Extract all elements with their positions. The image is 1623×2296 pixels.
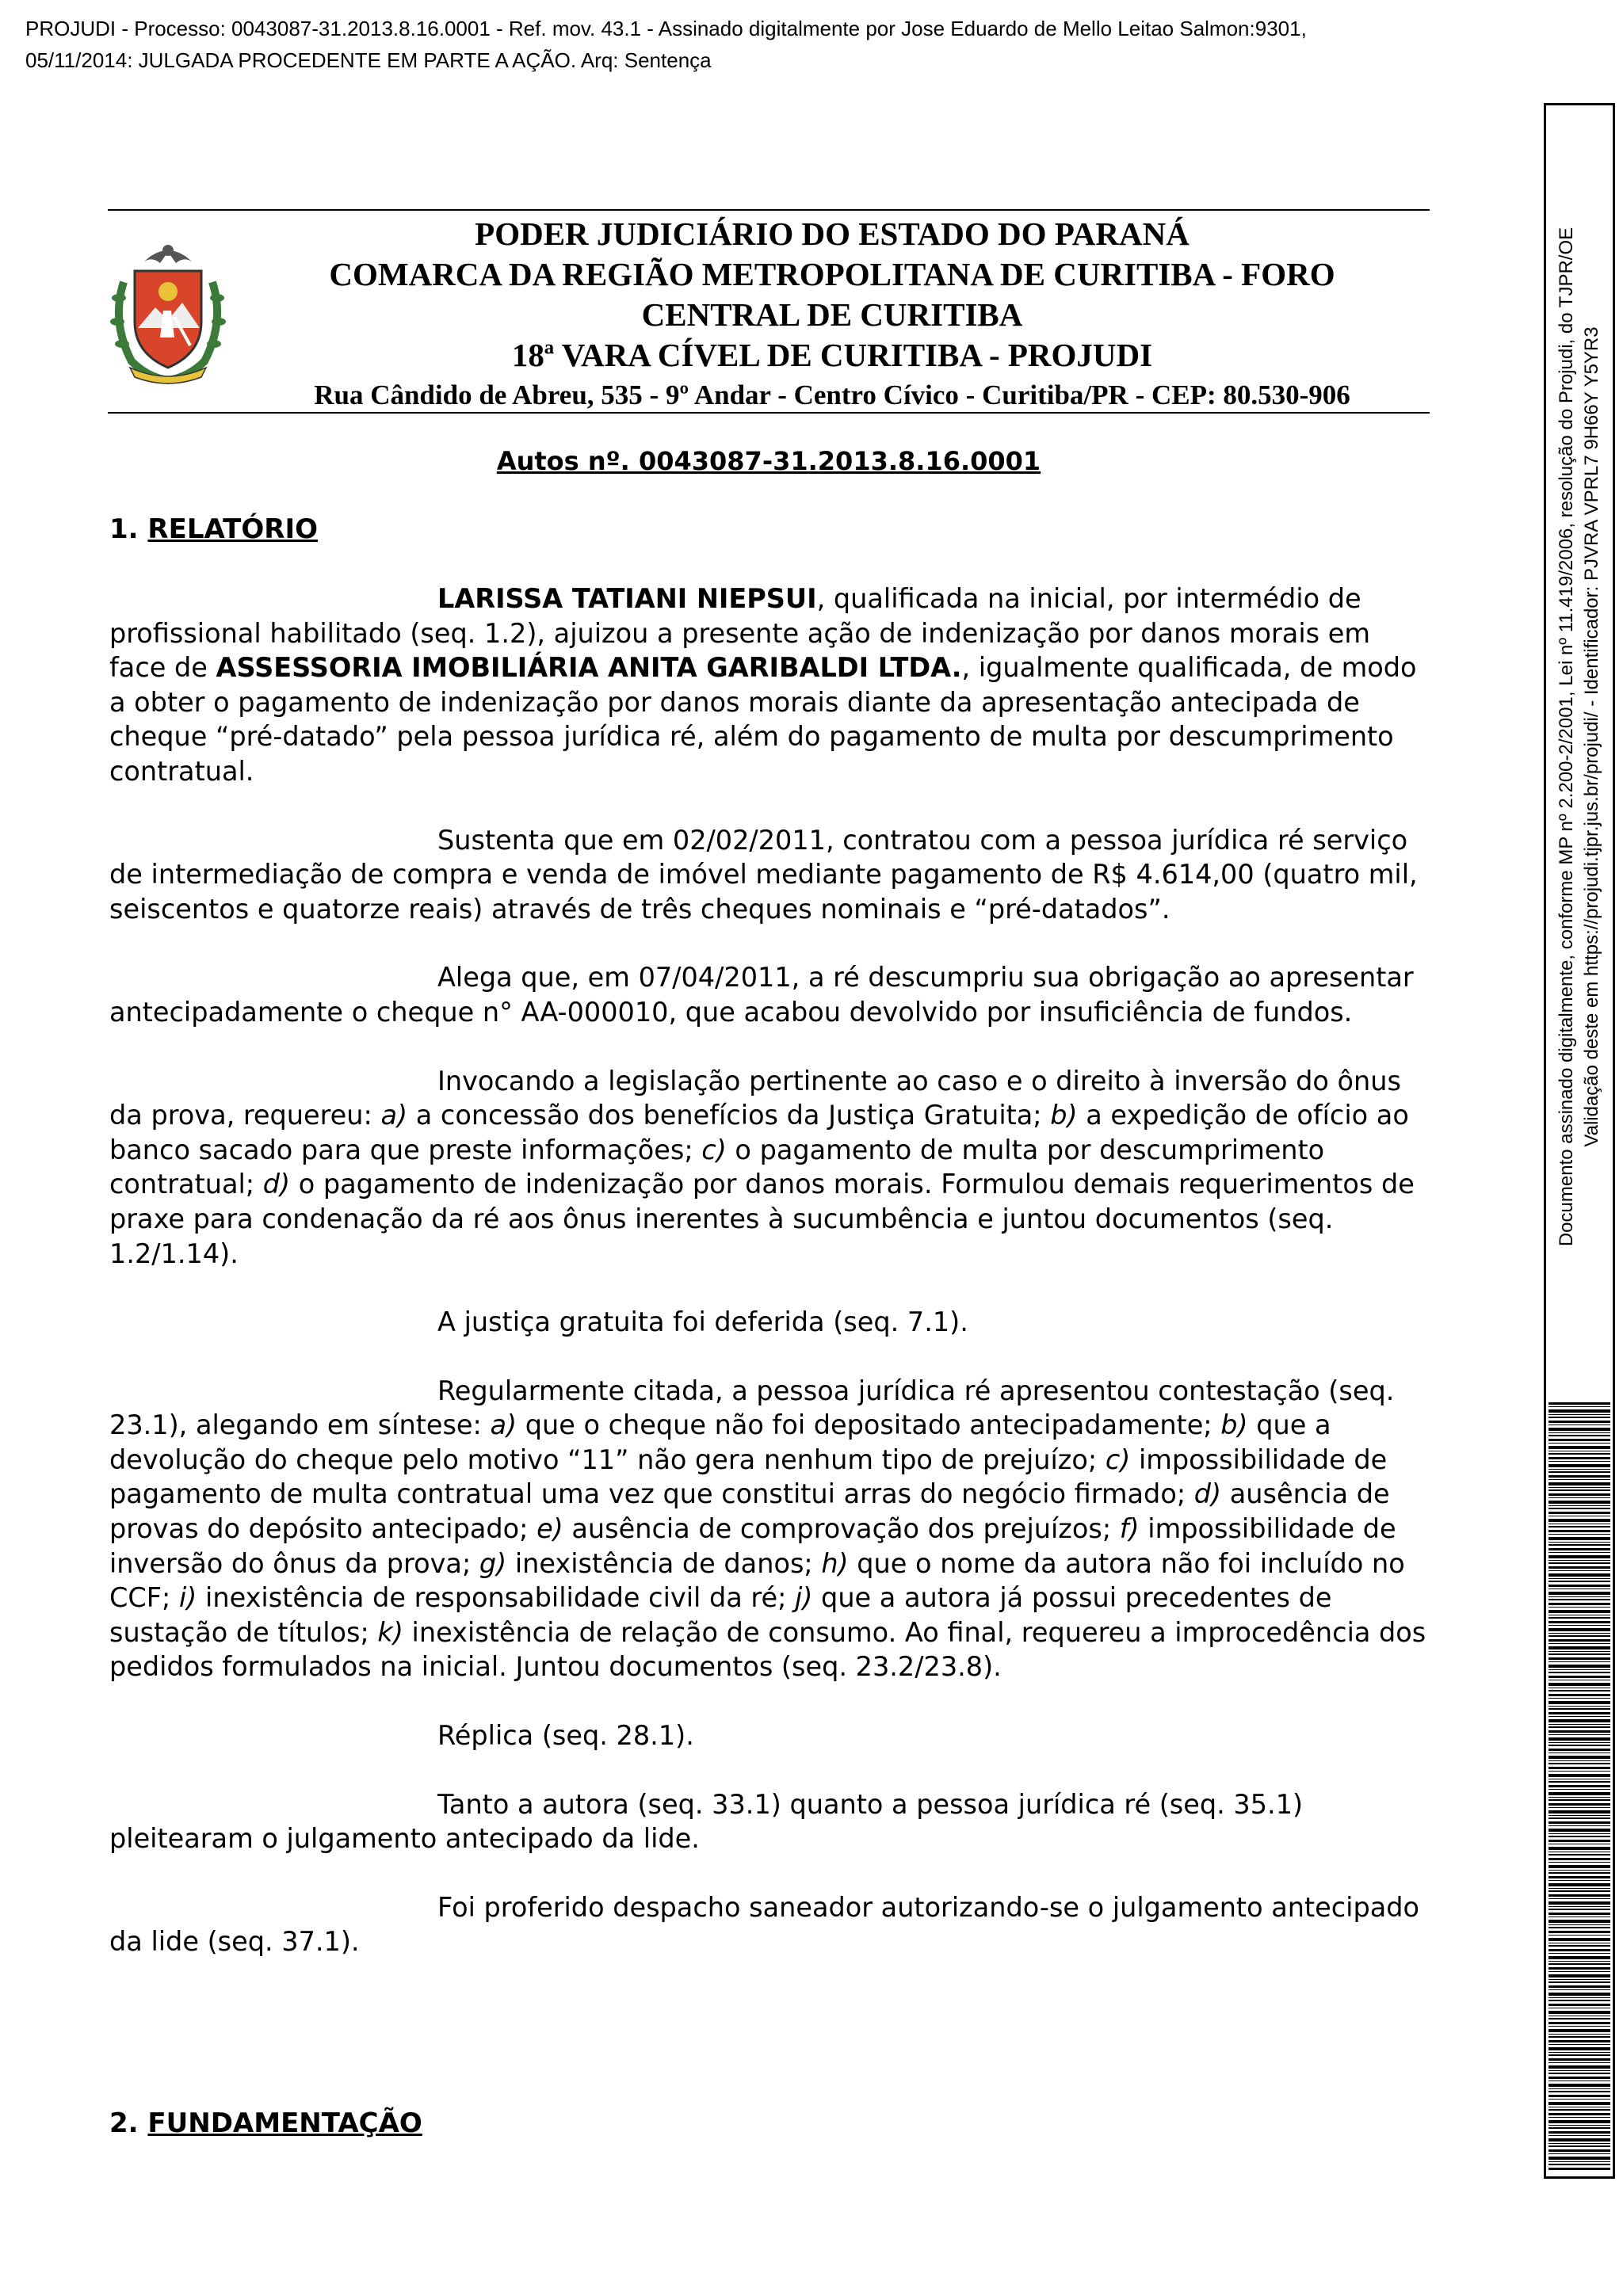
paragraph-4: [109, 1064, 1430, 1272]
p6-text-j: inexistência de responsabilidade civil da ré;: [197, 1582, 796, 1614]
validation-line-2: Validação deste em https://projudi.tjpr.jus.br/projudi/ - Identificador: PJVRA VPRL7 9H66Y Y5YR3: [1581, 326, 1602, 1147]
header-line-4: 18ª VARA CÍVEL DE CURITIBA - PROJUDI: [511, 337, 1153, 373]
p4-label-b: b): [1050, 1100, 1078, 1131]
section-relatorio-title: [109, 512, 318, 547]
p6-text-f: ausência de comprovação dos prejuízos;: [563, 1513, 1120, 1545]
p6-text-k: que a autora já possui precedentes de sustação de títulos;: [109, 1582, 1332, 1648]
header-text: [235, 214, 1430, 415]
paragraph-6: [109, 1374, 1430, 1684]
p4-text-e: o pagamento de indenização por danos morais. Formulou demais requerimentos de praxe para condenação da ré aos ônus inerentes à sucumbência e juntou documentos (seq. 1.2/1.14).: [109, 1169, 1415, 1269]
p6-text-e: ausência de provas do depósito antecipado;: [109, 1478, 1390, 1545]
paragraph-7: Réplica (seq. 28.1).: [437, 1720, 694, 1752]
p6-label-b: b): [1220, 1409, 1248, 1441]
p6-label-i: i): [179, 1582, 197, 1614]
case-number: [108, 444, 1430, 479]
paragraph-5: A justiça gratuita foi deferida (seq. 7.1).: [437, 1306, 968, 1338]
p6-text-i: que o nome da autora não foi incluído no CCF;: [109, 1547, 1405, 1614]
p4-text-c: a expedição de ofício ao banco sacado para que preste informações;: [109, 1100, 1409, 1165]
section-fundamentacao-title: [109, 2106, 422, 2141]
header-line-3: CENTRAL DE CURITIBA: [641, 296, 1023, 333]
p4-label-a: a): [380, 1100, 408, 1131]
validation-text-block: [1544, 111, 1615, 1363]
p6-label-d: d): [1193, 1478, 1222, 1510]
p6-label-e: e): [537, 1513, 563, 1545]
case-number-text: Autos nº. 0043087-31.2013.8.16.0001: [496, 446, 1041, 476]
p4-label-d: d): [262, 1169, 291, 1200]
paragraph-1-text-b: , igualmente qualificada, de modo a obter o pagamento de indenização por danos morais diante da apresentação antecipada de cheque “pré-datado” pela pessoa jurídica ré, além do pagamento de multa por descumprimento contratual.: [109, 652, 1417, 787]
p6-text-d: impossibilidade de pagamento de multa contratual uma vez que constitui arras do negócio firmado;: [109, 1444, 1388, 1510]
plaintiff-name: LARISSA TATIANI NIEPSUI: [437, 583, 817, 614]
p4-text-b: a concessão dos benefícios da Justiça Gratuita;: [407, 1100, 1051, 1131]
defendant-name: ASSESSORIA IMOBILIÁRIA ANITA GARIBALDI LTDA.: [216, 652, 962, 684]
section-2-number: 2.: [109, 2107, 139, 2139]
paragraph-1-text-a: , qualificada na inicial, por intermédio de profissional habilitado (seq. 1.2), ajuizou a presente ação de indenização por danos morais em face de: [109, 583, 1370, 684]
barcode-icon: [1549, 1402, 1610, 2171]
section-1-number: 1.: [109, 513, 139, 545]
stamp-line-1: PROJUDI - Processo: 0043087-31.2013.8.16.0001 - Ref. mov. 43.1 - Assinado digitalmente por Jose Eduardo de Mello Leitao Salmon:9301,: [25, 17, 1307, 40]
header-line-2: COMARCA DA REGIÃO METROPOLITANA DE CURITIBA - FORO: [329, 256, 1335, 292]
paragraph-8: Tanto a autora (seq. 33.1) quanto a pessoa jurídica ré (seq. 35.1) pleitearam o julgamento antecipado da lide.: [109, 1788, 1304, 1855]
section-2-label: FUNDAMENTAÇÃO: [147, 2107, 422, 2139]
p4-text-a: Invocando a legislação pertinente ao caso e o direito à inversão do ônus da prova, requereu:: [109, 1065, 1401, 1131]
p6-label-g: g): [479, 1547, 507, 1579]
report-body: [109, 582, 1430, 1993]
p4-text-d: o pagamento de multa por descumprimento contratual;: [109, 1134, 1325, 1200]
p6-label-k: k): [377, 1616, 403, 1648]
p6-text-h: inexistência de danos;: [506, 1547, 822, 1579]
signature-stamp: [25, 13, 1515, 76]
p6-label-a: a): [490, 1409, 517, 1441]
validation-text: [1554, 111, 1605, 1363]
p6-label-j: j): [795, 1582, 813, 1614]
p6-text-a: Regularmente citada, a pessoa jurídica ré apresentou contestação (seq. 23.1), alegando em síntese:: [109, 1375, 1395, 1441]
p6-label-h: h): [821, 1547, 849, 1579]
stamp-line-2: 05/11/2014: JULGADA PROCEDENTE EM PARTE A AÇÃO. Arq: Sentença: [25, 48, 712, 72]
p4-label-c: c): [701, 1134, 727, 1165]
validation-line-1: Documento assinado digitalmente, conforme MP nº 2.200-2/2001, Lei nº 11.419/2006, resolução do Projudi, do TJPR/OE: [1556, 227, 1577, 1247]
paragraph-2: Sustenta que em 02/02/2011, contratou com a pessoa jurídica ré serviço de intermediação de compra e venda de imóvel mediante pagamento de R$ 4.614,00 (quatro mil, seiscentos e quatorze reais) através de três cheques nominais e “pré-datados”.: [109, 824, 1418, 925]
section-1-label: RELATÓRIO: [147, 513, 318, 545]
header-line-1: PODER JUDICIÁRIO DO ESTADO DO PARANÁ: [475, 215, 1190, 252]
paragraph-1: [109, 582, 1430, 789]
p6-label-c: c): [1105, 1444, 1131, 1475]
paragraph-9: Foi proferido despacho saneador autorizando-se o julgamento antecipado da lide (seq. 37.1).: [109, 1891, 1419, 1958]
p6-label-f: f): [1119, 1513, 1140, 1545]
header-address: Rua Cândido de Abreu, 535 - 9º Andar - Centro Cívico - Curitiba/PR - CEP: 80.530-906: [314, 379, 1350, 410]
p6-text-g: impossibilidade de inversão do ônus da prova;: [109, 1513, 1396, 1579]
court-header: [108, 209, 1430, 414]
p6-text-l: inexistência de relação de consumo. Ao final, requereu a improcedência dos pedidos formulados na inicial. Juntou documentos (seq. 23.2/23.8).: [109, 1616, 1426, 1683]
p6-text-c: que a devolução do cheque pelo motivo “11” não gera nenhum tipo de prejuízo;: [109, 1409, 1331, 1475]
p6-text-b: que o cheque não foi depositado antecipadamente;: [517, 1409, 1221, 1441]
parana-coat-of-arms-icon: [108, 235, 228, 385]
paragraph-3: Alega que, em 07/04/2011, a ré descumpriu sua obrigação ao apresentar antecipadamente o cheque n° AA-000010, que acabou devolvido por insuficiência de fundos.: [109, 962, 1414, 1028]
